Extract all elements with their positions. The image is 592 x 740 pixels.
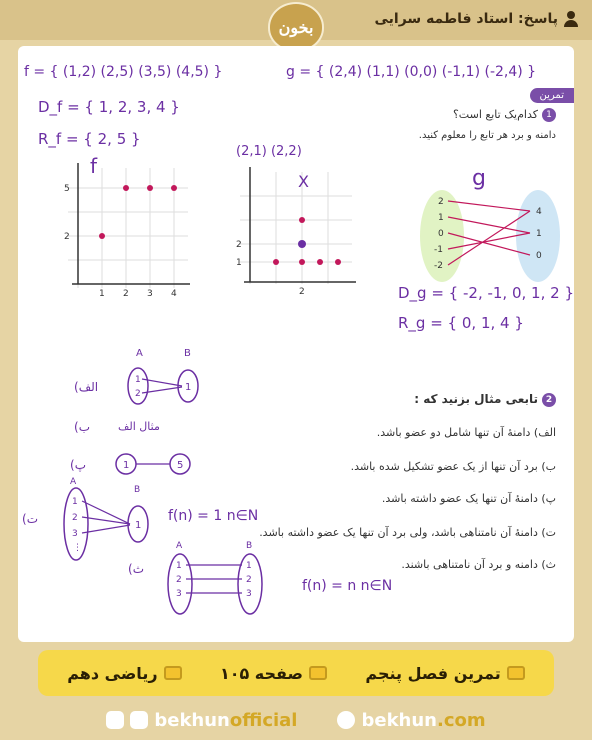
bar-item-page: صفحه ۱۰۵: [220, 664, 327, 683]
svg-text:B: B: [246, 541, 253, 551]
svg-text:1: 1: [135, 375, 141, 385]
website-link[interactable]: bekhun .com: [337, 710, 485, 731]
svg-text:3: 3: [176, 589, 182, 599]
hw-domain-g: D_g = { -2, -1, 0, 1, 2 }: [398, 284, 574, 302]
svg-text:2: 2: [438, 197, 444, 207]
person-icon: [564, 11, 578, 27]
graph-x-point: [299, 259, 305, 265]
hw-se: (ث: [128, 562, 144, 576]
graph-x: [226, 162, 366, 298]
footer: [0, 700, 592, 740]
svg-text:2: 2: [123, 289, 129, 298]
svg-text:2: 2: [64, 232, 70, 242]
svg-text:1: 1: [99, 289, 105, 298]
bar-item-subject: ریاضی دهم: [67, 664, 181, 683]
graph-f-point: [171, 185, 177, 191]
answer-label: پاسخ: استاد فاطمه سرایی: [374, 11, 558, 27]
worksheet-paper: [18, 46, 574, 642]
graph-x-point: [299, 217, 305, 223]
hw-be-note: مثال الف: [118, 420, 160, 433]
graduation-cap-icon: [164, 666, 182, 680]
q2-item: پ) دامنهٔ آن تنها یک عضو داشته باشد.: [381, 492, 556, 505]
svg-text:4: 4: [536, 207, 542, 217]
svg-text:1: 1: [236, 258, 242, 268]
hw-te: (ت: [22, 512, 38, 526]
svg-text:1: 1: [135, 520, 142, 531]
hw-graph-f-label: f: [90, 154, 98, 178]
social-handle[interactable]: bekhun official: [106, 710, 297, 731]
hw-range-f: R_f = { 2, 5 }: [38, 130, 141, 148]
svg-text:⋮: ⋮: [73, 543, 82, 553]
graph-f-point: [99, 233, 105, 239]
svg-text:B: B: [184, 348, 191, 359]
svg-text:-1: -1: [434, 245, 443, 255]
svg-text:2: 2: [299, 287, 305, 297]
hw-g-label: g: [472, 166, 486, 191]
q2-item: ب) برد آن تنها از یک عضو تشکیل شده باشد.: [350, 460, 556, 473]
svg-text:2: 2: [246, 575, 252, 585]
graph-x-point: [335, 259, 341, 265]
svg-text:-2: -2: [434, 261, 443, 271]
svg-text:1: 1: [185, 382, 192, 393]
svg-text:1: 1: [246, 561, 252, 571]
mapping-diagram-g: [418, 186, 568, 286]
svg-text:3: 3: [147, 289, 153, 298]
svg-text:0: 0: [536, 251, 542, 261]
book-icon: [309, 666, 327, 680]
svg-text:1: 1: [536, 229, 542, 239]
q2-item: الف) دامنهٔ آن تنها شامل دو عضو باشد.: [376, 426, 556, 439]
svg-text:2: 2: [176, 575, 182, 585]
graph-f-point: [123, 185, 129, 191]
svg-text:1: 1: [438, 213, 444, 223]
brand-logo: [268, 2, 324, 52]
q2-number-icon: 2: [542, 393, 556, 407]
graph-x-point: [317, 259, 323, 265]
hw-alef: (الف: [74, 380, 99, 394]
svg-text:0: 0: [438, 229, 444, 239]
q2-item: ث) دامنه و برد آن نامتناهی باشند.: [401, 558, 556, 571]
graph-f: [58, 158, 198, 298]
hw-be: (ب: [74, 420, 90, 434]
svg-text:2: 2: [72, 513, 78, 523]
svg-text:5: 5: [64, 184, 70, 194]
hw-domain-f: D_f = { 1, 2, 3, 4 }: [38, 98, 180, 116]
svg-text:2: 2: [135, 389, 141, 399]
svg-text:A: A: [176, 541, 183, 551]
hw-x-points: (2,1) (2,2): [236, 144, 302, 159]
svg-text:1: 1: [176, 561, 182, 571]
q1-sub: دامنه و برد هر تابع را معلوم کنید.: [418, 130, 556, 141]
q2-title: 2تابعی مثال بزنید که :: [414, 392, 556, 407]
q1-title: 1کدام‌یک تابع است؟: [453, 108, 556, 122]
q2-item: ت) دامنهٔ آن نامتناهی باشد، ولی برد آن تنها یک عضو داشته باشد.: [259, 526, 556, 539]
hw-g-set: g = { (2,4) (1,1) (0,0) (-1,1) (-2,4) }: [286, 64, 537, 80]
hw-f-constant: f(n) = 1 n∈N: [168, 508, 259, 524]
svg-text:5: 5: [177, 460, 184, 471]
hw-range-g: R_g = { 0, 1, 4 }: [398, 314, 524, 332]
hw-pe: (پ: [70, 458, 86, 472]
svg-text:3: 3: [72, 529, 78, 539]
q1-number-icon: 1: [542, 108, 556, 122]
graph-f-point: [147, 185, 153, 191]
svg-text:A: A: [136, 348, 143, 359]
exercise-badge: تمرین: [530, 88, 574, 103]
telegram-icon: [106, 711, 124, 729]
svg-text:2: 2: [236, 240, 242, 250]
mapping-alef: [118, 346, 208, 410]
hw-f-set: f = { (1,2) (2,5) (3,5) (4,5) }: [24, 64, 223, 80]
mapping-te: [58, 476, 158, 566]
mapping-se: [162, 538, 272, 618]
teacher-icon: [507, 666, 525, 680]
graph-x-point: [273, 259, 279, 265]
globe-icon: [337, 711, 355, 729]
chapter-info-bar: [38, 650, 554, 696]
logo-text: بخون: [278, 17, 314, 37]
hw-x-mark: X: [298, 172, 309, 191]
svg-text:A: A: [70, 477, 77, 487]
svg-text:3: 3: [246, 589, 252, 599]
svg-text:1: 1: [72, 497, 78, 507]
instagram-icon: [130, 711, 148, 729]
svg-text:4: 4: [171, 289, 177, 298]
svg-text:1: 1: [123, 460, 130, 471]
hw-f-identity: f(n) = n n∈N: [302, 578, 393, 594]
svg-text:B: B: [134, 485, 141, 495]
bar-item-exercise: تمرین فصل پنجم: [365, 664, 524, 683]
answer-credit: [375, 8, 579, 30]
